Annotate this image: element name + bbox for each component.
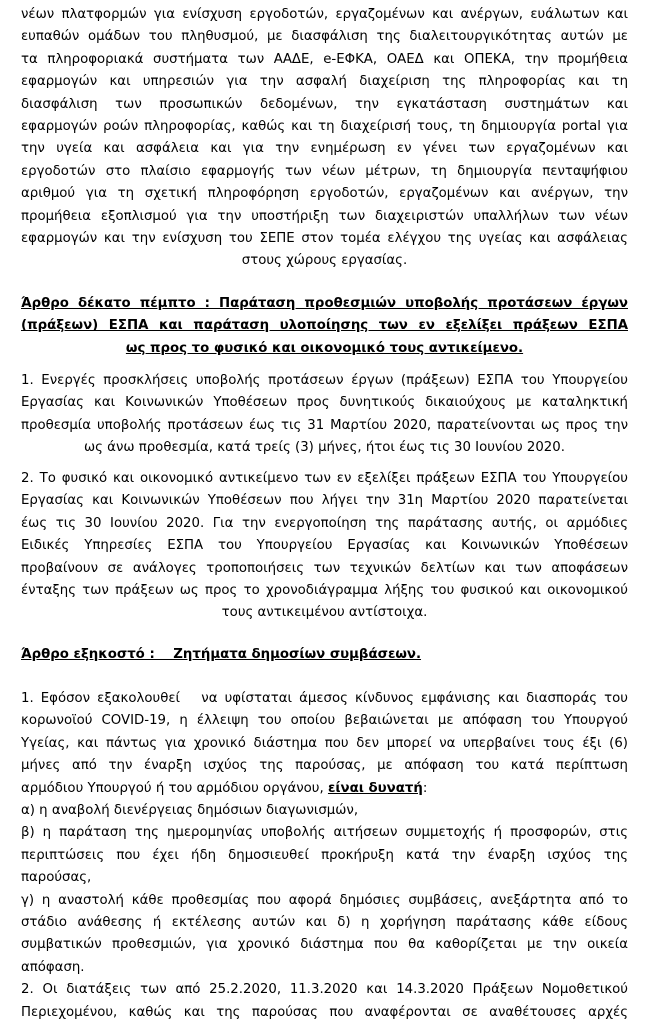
article-15-heading bbox=[21, 293, 628, 360]
text-line: τους αντικειμένου αντίστοιχα. bbox=[221, 605, 428, 621]
text-line: αριθμού για τη σχετική πληροφόρηση εργοδοτών, εργαζομένων και ανέργων, την bbox=[21, 186, 628, 202]
text-fragment: αρμόδιου Υπουργού ή του αρμόδιου οργάνου, bbox=[21, 780, 328, 796]
text-line: μήνες από την έναρξη ισχύος της παρούσας, με απόφαση του κατά περίπτωση bbox=[21, 758, 628, 774]
text-line: 1. Εφόσον εξακολουθεί να υφίσταται άμεσος κίνδυνος εμφάνισης και διασποράς του bbox=[21, 691, 628, 706]
text-line: έως τις 30 Ιουνίου 2020. Για την ενεργοποίηση της παράτασης αυτής, οι αρμόδιες bbox=[21, 515, 628, 531]
list-item-b: β) η παράταση της ημερομηνίας υποβολής αιτήσεων συμμετοχής ή προσφορών, στις bbox=[21, 825, 628, 841]
text-line: Εργασίας και Κοινωνικών Υποθέσεων προς δυνητικούς δικαιούχους με καταληκτική bbox=[21, 395, 628, 411]
text-line: νέων πλατφορμών για ενίσχυση εργοδοτών, εργαζομένων και ανέργων, ευάλωτων και bbox=[21, 7, 628, 22]
text-line: περιπτώσεις που έχει ήδη δημοσιευθεί προκήρυξη κατά την έναρξη ισχύος της bbox=[21, 847, 628, 863]
text-line: παρούσας, bbox=[21, 870, 92, 886]
heading-line: (πράξεων) ΕΣΠΑ και παράταση υλοποίησης των εν εξελίξει πράξεων ΕΣΠΑ bbox=[21, 318, 628, 334]
text-line: εργοδοτών στο πλαίσιο εφαρμογής των νέων μέτρων, τη δημιουργία πενταψήφιου bbox=[21, 163, 628, 179]
text-line: προβαίνουν σε ανάλογες τροποποιήσεις των τεχνικών δελτίων και των αποφάσεων bbox=[21, 560, 628, 576]
text-line bbox=[21, 778, 628, 800]
text-line: διασφάλιση των προσωπικών δεδομένων, την εγκατάσταση συστημάτων και bbox=[21, 96, 628, 112]
text-line: 2. Οι διατάξεις των από 25.2.2020, 11.3.2020 και 14.3.2020 Πράξεων Νομοθετικού bbox=[21, 982, 628, 998]
article-16-paragraph-1 bbox=[21, 688, 628, 1024]
intro-paragraph bbox=[21, 4, 628, 273]
text-line: προμήθεια εξοπλισμού για την υποστήριξη των διαχειριστών υπαλλήλων των νέων bbox=[21, 208, 628, 224]
text-line: στους χώρους εργασίας. bbox=[241, 253, 408, 269]
heading-line: Άρθρο εξηκοστό : Ζητήματα δημοσίων συμβάσεων. bbox=[21, 647, 422, 662]
text-line: την υγεία και ασφάλεια και για την ενημέρωση εν γένει των εργαζομένων και bbox=[21, 141, 628, 157]
article-15-paragraph-2 bbox=[21, 468, 628, 625]
text-line: στάδιο ανάθεσης ή εκτέλεσης αυτών και δ) η χορήγηση παράτασης κάθε είδους bbox=[21, 915, 628, 931]
text-line: τα πληροφοριακά συστήματα των ΑΑΔΕ, e-ΕΦΚΑ, ΟΑΕΔ και ΟΠΕΚΑ, την προμήθεια bbox=[21, 51, 628, 67]
list-item-c: γ) η αναστολή κάθε προθεσμίας που αφορά δημόσιες συμβάσεις, ανεξάρτητα από το bbox=[21, 892, 628, 908]
text-line: Υγείας, και πάντως για χρονικό διάστημα που δεν μπορεί να υπερβαίνει τους έξι (6) bbox=[21, 735, 628, 751]
text-line: προθεσμία υποβολής προτάσεων έως τις 31 Μαρτίου 2020, παρατείνονται ως προς την bbox=[21, 417, 628, 433]
list-item-a: α) η αναβολή διενέργειας δημόσιων διαγωνισμών, bbox=[21, 803, 359, 819]
text-line: εφαρμογών ροών πληροφορίας, καθώς και τη διαχείρισή τους, τη δημιουργία portal για bbox=[21, 119, 628, 135]
emphasis-text: είναι δυνατή bbox=[327, 780, 423, 796]
text-line: εφαρμογών και την ενίσχυση του ΣΕΠΕ στον τομέα ελέγχου της υγείας και ασφάλειας bbox=[21, 231, 628, 247]
text-line: απόφαση. bbox=[21, 959, 85, 975]
text-line: ως άνω προθεσμία, κατά τρείς (3) μήνες, ήτοι έως τις 30 Ιουνίου 2020. bbox=[84, 440, 565, 456]
text-line: εφαρμογών και υπηρεσιών για την ασφαλή διαχείριση της πληροφορίας και τη bbox=[21, 74, 628, 90]
text-line: Ειδικές Υπηρεσίες ΕΣΠΑ του Υπουργείου Εργασίας και Κοινωνικών Υποθέσεων bbox=[21, 538, 628, 554]
text-line: Περιεχομένου, καθώς και της παρούσας που αναφέρονται σε αναθέτουσες αρχές bbox=[21, 1004, 628, 1020]
heading-line: Άρθρο δέκατο πέμπτο : Παράταση προθεσμιών υποβολής προτάσεων έργων bbox=[21, 296, 628, 311]
text-fragment: : bbox=[422, 780, 428, 796]
text-line: 1. Ενεργές προσκλήσεις υποβολής προτάσεων έργων (πράξεων) ΕΣΠΑ του Υπουργείου bbox=[21, 373, 628, 388]
text-line: Εργασίας και Κοινωνικών Υποθέσεων που λήγει την 31η Μαρτίου 2020 παρατείνεται bbox=[21, 493, 628, 509]
text-line: 2. Το φυσικό και οικονομικό αντικείμενο των εν εξελίξει πράξεων ΕΣΠΑ του Υπουργείου bbox=[21, 471, 628, 486]
article-16-heading bbox=[21, 644, 628, 666]
article-15-paragraph-1 bbox=[21, 370, 628, 460]
text-line: ευπαθών ομάδων του πληθυσμού, με διασφάλιση της διαλειτουργικότητας αυτών με bbox=[21, 29, 628, 45]
text-line: συμβατικών προθεσμιών, για χρονικό διάστημα που θα καθορίζεται με την οικεία bbox=[21, 937, 628, 953]
text-line: κορωνοϊού COVID-19, η έλλειψη του οποίου βεβαιώνεται με απόφαση του Υπουργού bbox=[21, 713, 628, 729]
heading-line: ως προς το φυσικό και οικονομικό τους αντικείμενο. bbox=[125, 340, 524, 356]
text-line: ένταξης των πράξεων ως προς το χρονοδιάγραμμα λήξης του φυσικού και οικονομικού bbox=[21, 583, 628, 599]
